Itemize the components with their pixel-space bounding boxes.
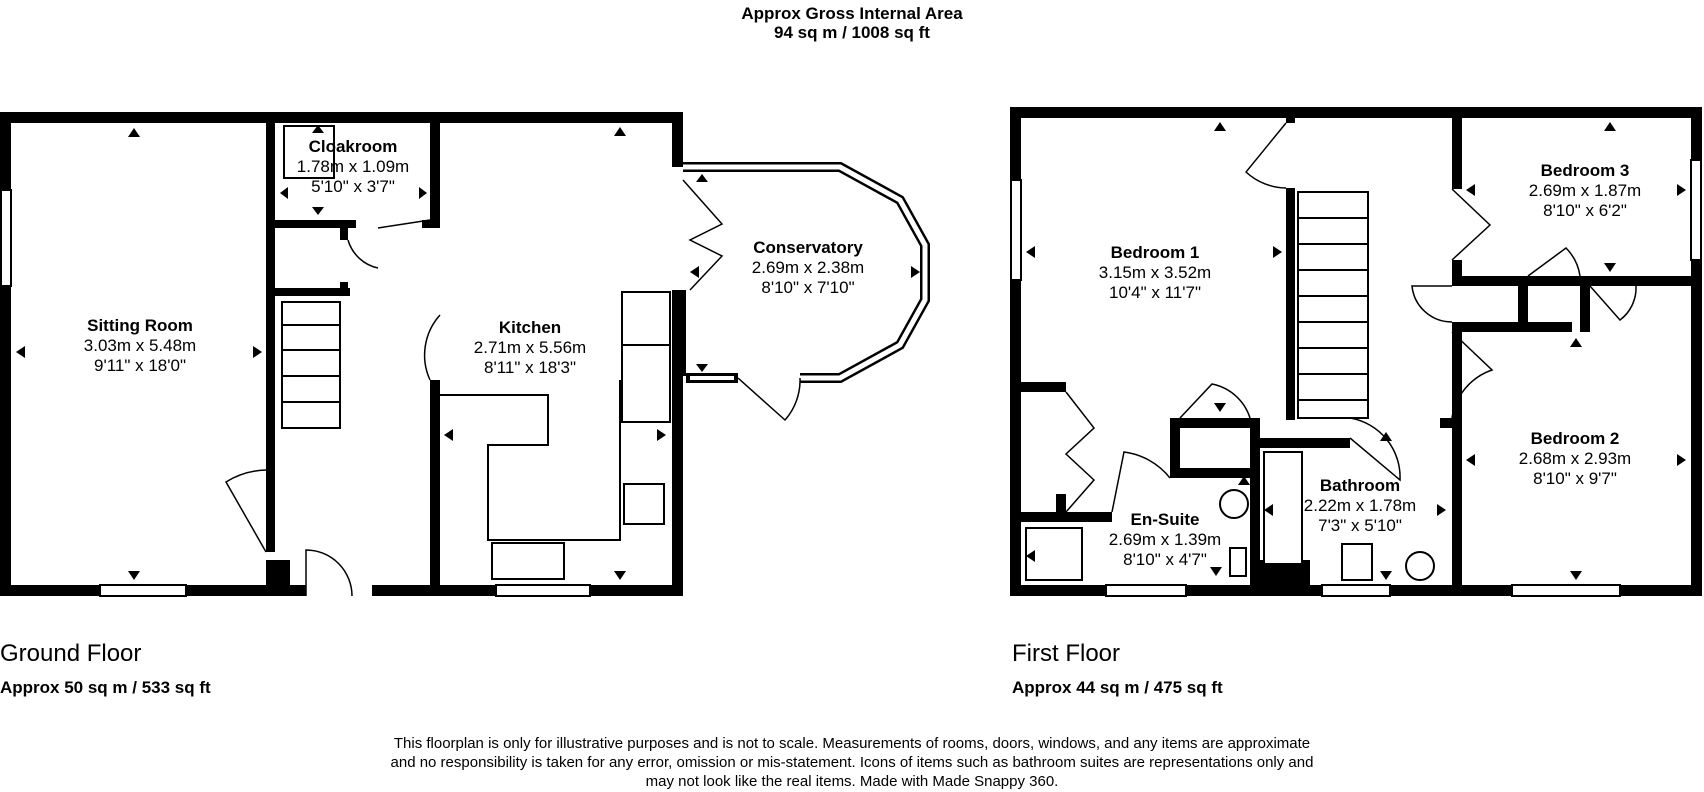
wall (672, 290, 686, 376)
wall (1440, 418, 1462, 428)
door-swing (1590, 286, 1636, 320)
wall (1452, 107, 1462, 189)
room-dimensions-imperial: 8'10" x 4'7" (1123, 550, 1207, 569)
room-dimensions-metric: 2.69m x 2.38m (751, 258, 865, 277)
disclaimer-line: This floorplan is only for illustrative purposes and is not to scale. Measurements of rooms, doors, windows, and any items are approximate (393, 735, 1311, 752)
wall (1518, 276, 1528, 332)
wall (1620, 585, 1702, 596)
wall (430, 380, 440, 596)
room-dimensions-imperial: 8'11" x 18'3" (484, 358, 576, 377)
wall (1572, 276, 1702, 286)
door-swing (306, 550, 352, 596)
door-swing (1180, 384, 1250, 418)
disclaimer-line: and no responsibility is taken for any error, omission or mis-statement. Icons of items such as bathroom suites are representations only and (390, 754, 1314, 771)
staircase (282, 302, 340, 428)
door-swing (226, 470, 266, 552)
room-label-cloakroom (278, 137, 428, 197)
gross-area-value: 94 sq m / 1008 sq ft (774, 23, 930, 42)
dimension-arrow (1214, 403, 1226, 412)
staircase (1298, 192, 1368, 418)
dimension-arrow (1570, 571, 1582, 580)
room-label-kitchen (450, 318, 610, 378)
room-name: Kitchen (498, 318, 562, 337)
room-dimensions-metric: 3.15m x 3.52m (1098, 263, 1212, 282)
dimension-arrow (911, 266, 920, 278)
first-floor-area: Approx 44 sq m / 475 sq ft (1012, 678, 1223, 697)
window (1691, 160, 1701, 260)
wall (1390, 585, 1512, 596)
hob (624, 484, 664, 524)
room-dimensions-metric: 2.69m x 1.39m (1108, 530, 1222, 549)
dimension-arrow (1466, 454, 1475, 466)
wall (1018, 382, 1066, 392)
french-door-swing (683, 180, 722, 290)
wall (340, 282, 348, 296)
door-swing (1528, 248, 1580, 276)
ground-floor-title: Ground Floor (0, 640, 142, 667)
wall (1260, 438, 1350, 448)
room-dimensions-metric: 2.69m x 1.87m (1528, 181, 1642, 200)
door-swing (1412, 286, 1452, 322)
room-dimensions-imperial: 8'10" x 6'2" (1543, 201, 1627, 220)
window (1011, 180, 1021, 280)
door-swing (1246, 123, 1286, 188)
dimension-arrow (696, 174, 708, 182)
room-name: Bathroom (1319, 476, 1401, 495)
window (1106, 585, 1186, 596)
room-name: Bedroom 1 (1110, 243, 1200, 262)
ground-floor-area: Approx 50 sq m / 533 sq ft (0, 678, 211, 697)
room-dimensions-imperial: 8'10" x 9'7" (1533, 469, 1617, 488)
sink (492, 543, 564, 579)
room-name: Conservatory (753, 238, 863, 257)
dimension-arrow (1214, 122, 1226, 131)
room-name: Bedroom 2 (1530, 429, 1620, 448)
wall (1250, 560, 1310, 596)
wall (1170, 468, 1250, 478)
kitchen-unit (622, 292, 670, 422)
wall (430, 112, 440, 227)
window (1, 190, 11, 286)
dimension-arrow (312, 207, 324, 215)
wall (0, 112, 682, 123)
wall (1170, 418, 1180, 468)
room-dimensions-imperial: 9'11" x 18'0" (94, 356, 186, 375)
wall (1056, 494, 1066, 522)
door-swing (1112, 452, 1170, 512)
basin (1406, 552, 1434, 580)
dimension-arrow (1570, 338, 1582, 347)
room-name: Sitting Room (87, 316, 193, 335)
dimension-arrow (128, 128, 140, 137)
room-label-conservatory (728, 238, 888, 298)
window (496, 585, 590, 596)
dimension-arrow (614, 571, 626, 580)
room-dimensions-imperial: 8'10" x 7'10" (761, 278, 855, 297)
wardrobe-door-swing (1066, 392, 1094, 512)
disclaimer-line: may not look like the real items. Made with Made Snappy 360. (645, 773, 1059, 790)
wall (340, 220, 348, 240)
room-dimensions-metric: 2.68m x 2.93m (1518, 449, 1632, 468)
wall (266, 112, 275, 552)
dimension-arrow (16, 346, 25, 358)
dimension-arrow (1604, 263, 1616, 272)
wall (1286, 107, 1295, 123)
room-dimensions-imperial: 7'3" x 5'10" (1318, 516, 1402, 535)
dimension-arrow (1380, 571, 1392, 580)
room-label-bedroom-2 (1500, 429, 1650, 489)
dimension-arrow (614, 127, 626, 136)
door-swing (425, 315, 440, 380)
dimension-arrow (1273, 246, 1282, 258)
wall (1286, 188, 1295, 420)
wall (266, 288, 350, 296)
dimension-arrow (444, 429, 453, 441)
dimension-arrow (1026, 246, 1035, 258)
door-swing (348, 220, 430, 268)
dimension-arrow (1604, 122, 1616, 131)
wall (0, 585, 100, 596)
disclaimer (0, 734, 1704, 791)
wall (1170, 418, 1250, 428)
room-label-bedroom-3 (1510, 161, 1660, 221)
dimension-arrow (1677, 184, 1686, 196)
wall (672, 112, 683, 167)
wall (1010, 107, 1702, 118)
dimension-arrow (1466, 184, 1475, 196)
dimension-arrow (690, 266, 699, 278)
wall (1462, 322, 1572, 332)
window (1512, 585, 1620, 596)
wall (1452, 322, 1462, 596)
dimension-arrow (696, 364, 708, 372)
wall (0, 112, 11, 596)
room-name: Bedroom 3 (1540, 161, 1630, 180)
wall (590, 585, 682, 596)
window (1322, 585, 1390, 596)
dimension-arrow (657, 429, 666, 441)
wall (266, 560, 290, 596)
room-dimensions-metric: 1.78m x 1.09m (296, 157, 410, 176)
room-label-en-suite (1090, 510, 1240, 570)
dimension-arrow (1677, 454, 1686, 466)
toilet (1342, 544, 1372, 580)
dimension-arrow (128, 571, 140, 580)
room-dimensions-metric: 2.22m x 1.78m (1303, 496, 1417, 515)
window (100, 585, 186, 596)
wall (1452, 276, 1572, 286)
gross-area-title: Approx Gross Internal Area (741, 4, 963, 23)
room-name: En-Suite (1130, 510, 1200, 529)
door-swing (1452, 189, 1490, 260)
wall (1010, 585, 1106, 596)
wall (1580, 286, 1590, 332)
room-dimensions-metric: 2.71m x 5.56m (473, 338, 587, 357)
door-swing (738, 378, 800, 420)
room-label-bathroom (1280, 476, 1440, 536)
room-dimensions-imperial: 10'4" x 11'7" (1109, 283, 1201, 302)
first-floor-title: First Floor (1012, 640, 1120, 667)
room-label-sitting-room (40, 316, 240, 376)
dimension-arrow (253, 346, 262, 358)
room-dimensions-metric: 3.03m x 5.48m (83, 336, 197, 355)
door-swing (1350, 418, 1400, 480)
kitchen-counter (440, 380, 620, 540)
room-name: Cloakroom (308, 137, 398, 156)
room-label-bedroom-1 (1080, 243, 1230, 303)
room-dimensions-imperial: 5'10" x 3'7" (311, 177, 395, 196)
